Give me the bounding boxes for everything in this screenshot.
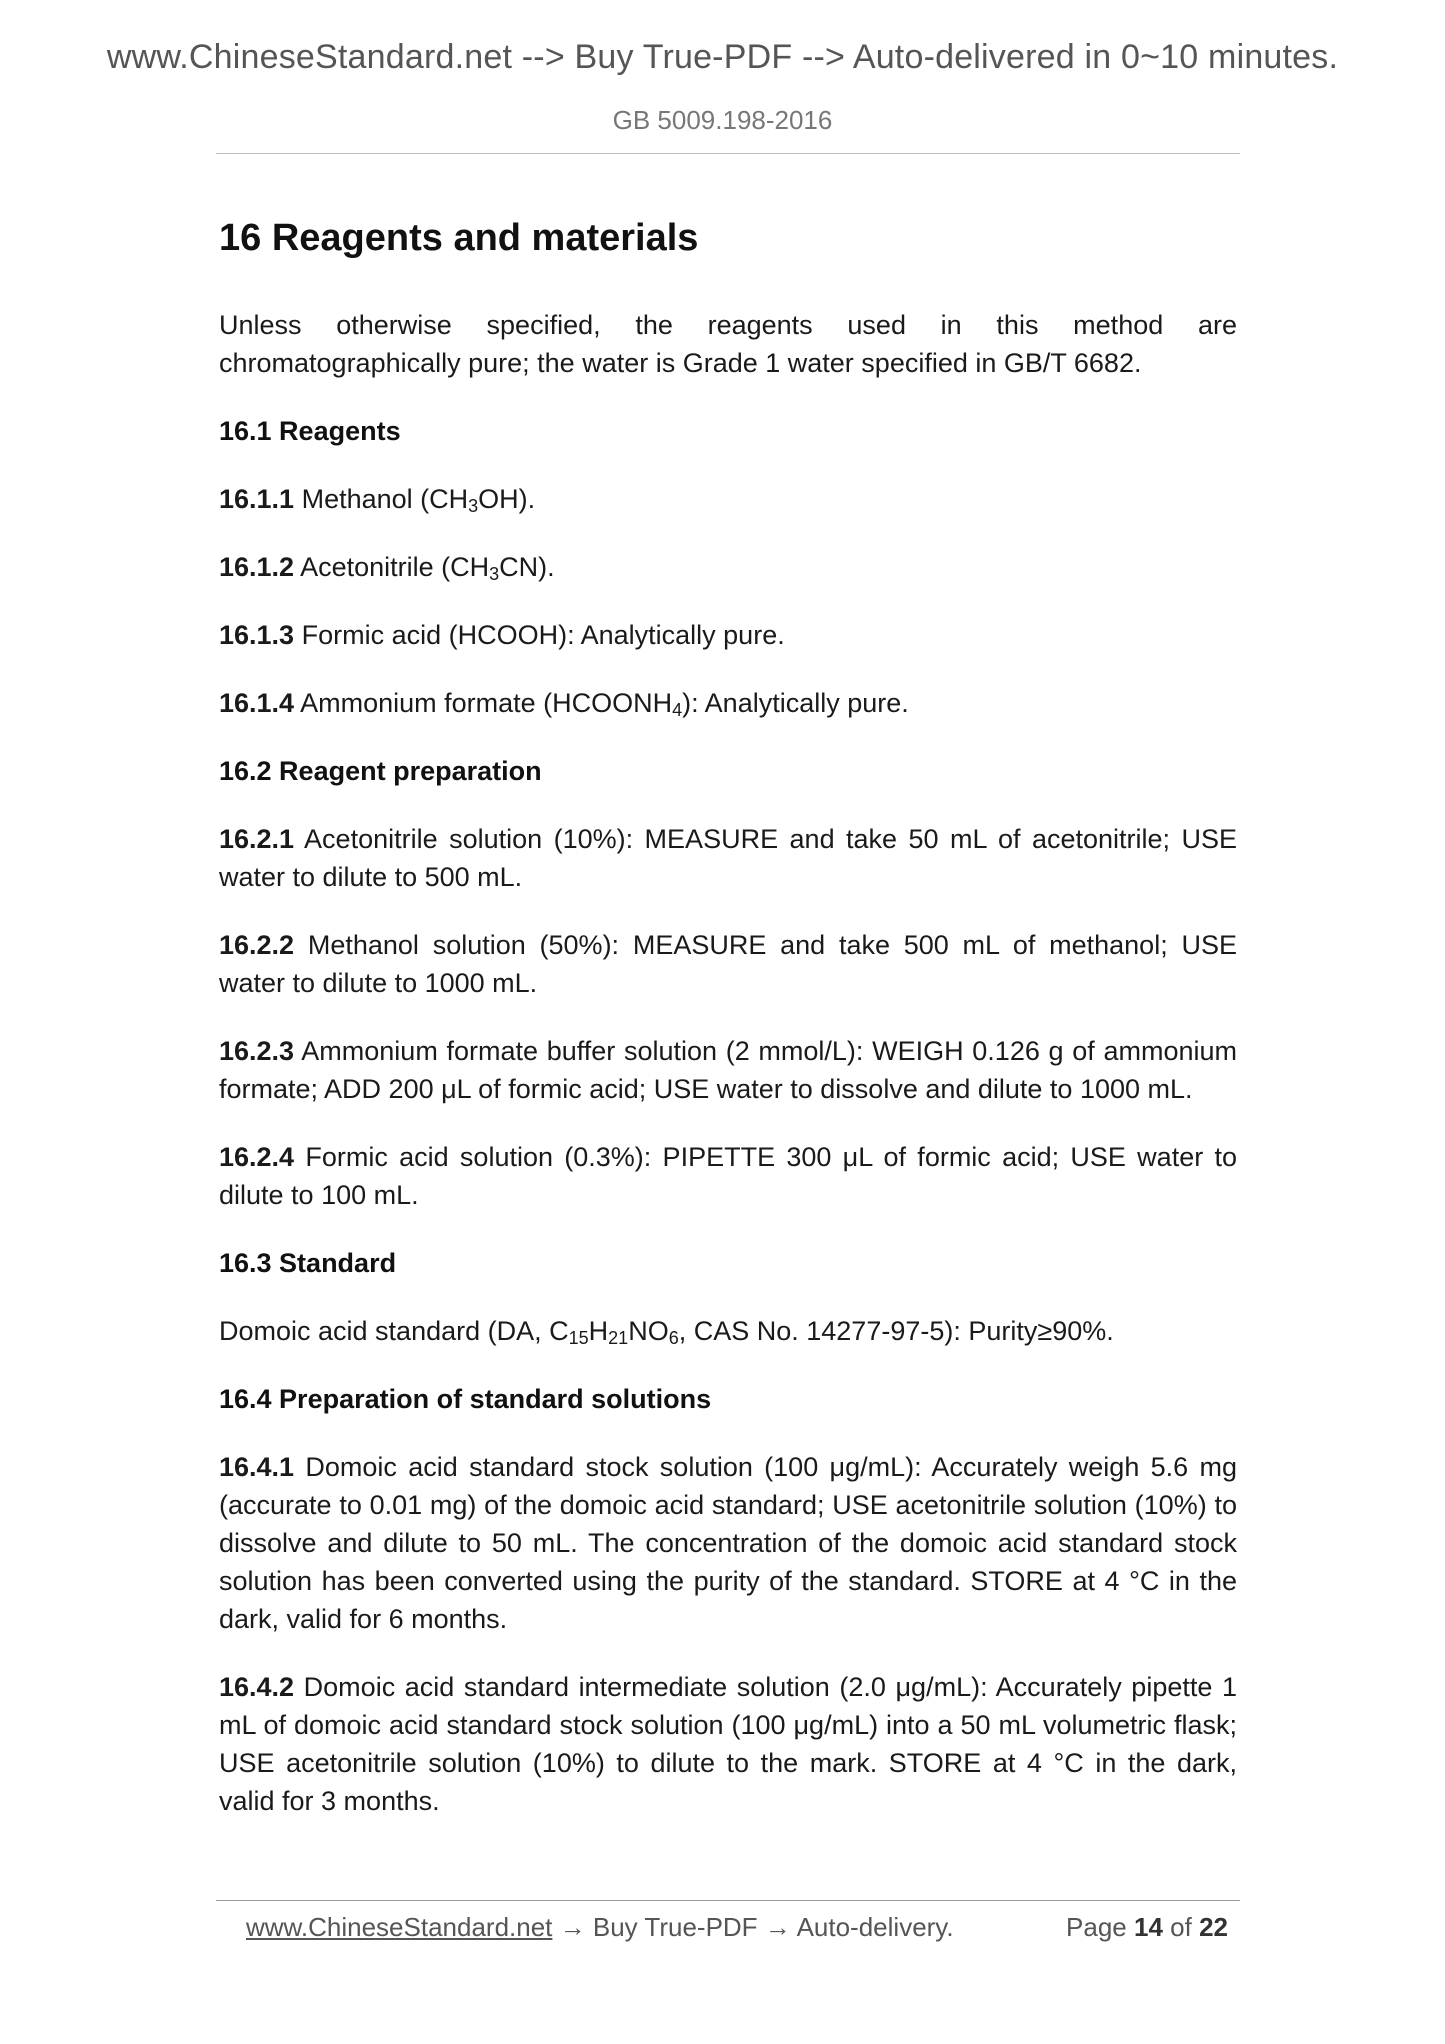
item-text: Methanol solution (50%): MEASURE and take 500 mL of methanol; USE water to dilute to 1000 mL. xyxy=(219,930,1237,998)
item-text: NO xyxy=(628,1316,669,1346)
page-label: Page xyxy=(1066,1912,1127,1942)
page-content xyxy=(219,205,1237,1850)
footer-divider xyxy=(216,1900,1240,1901)
page-footer xyxy=(246,1912,1236,1943)
item-number: 16.1.2 xyxy=(219,552,295,582)
item-number: 16.4.2 xyxy=(219,1672,295,1702)
subscript: 3 xyxy=(489,564,500,584)
item-text: Domoic acid standard (DA, C xyxy=(219,1316,569,1346)
reagent-item xyxy=(219,480,1237,518)
subscript: 6 xyxy=(668,1328,679,1348)
item-text: CN). xyxy=(499,552,555,582)
reagent-item xyxy=(219,616,1237,654)
item-number: 16.2.2 xyxy=(219,930,295,960)
item-number: 16.1.3 xyxy=(219,620,295,650)
item-text: ): Analytically pure. xyxy=(682,688,909,718)
standard-code: GB 5009.198-2016 xyxy=(612,105,833,135)
item-text: Formic acid (HCOOH): Analytically pure. xyxy=(301,620,785,650)
header-banner: www.ChineseStandard.net --> Buy True-PDF --> Auto-delivered in 0~10 minutes. xyxy=(106,38,1339,76)
item-text: Acetonitrile (CH xyxy=(300,552,490,582)
item-text: , CAS No. 14277-97-5): Purity≥90%. xyxy=(678,1316,1114,1346)
item-text: OH). xyxy=(478,484,536,514)
page-of: of xyxy=(1170,1912,1192,1942)
page-current: 14 xyxy=(1134,1912,1163,1942)
item-text: Acetonitrile solution (10%): MEASURE and take 50 mL of acetonitrile; USE water to dilute to 500 mL. xyxy=(219,824,1237,892)
subscript: 15 xyxy=(568,1328,589,1348)
reagent-item xyxy=(219,684,1237,722)
footer-tagline: → Buy True-PDF → Auto-delivery. xyxy=(552,1912,954,1942)
standard-solution-item xyxy=(219,1668,1237,1820)
footer-link[interactable]: www.ChineseStandard.net xyxy=(246,1912,553,1942)
header-divider xyxy=(216,153,1240,154)
item-text: Methanol (CH xyxy=(301,484,469,514)
subscript: 3 xyxy=(468,496,479,516)
item-text: Ammonium formate (HCOONH xyxy=(300,688,673,718)
reagent-item xyxy=(219,548,1237,586)
subscript: 21 xyxy=(608,1328,629,1348)
item-number: 16.2.3 xyxy=(219,1036,295,1066)
item-number: 16.4.1 xyxy=(219,1452,295,1482)
section-title: 16 Reagents and materials xyxy=(219,217,699,259)
item-number: 16.2.1 xyxy=(219,824,295,854)
item-number: 16.2.4 xyxy=(219,1142,295,1172)
standard-solutions-heading: 16.4 Preparation of standard solutions xyxy=(219,1384,712,1414)
item-text: H xyxy=(588,1316,609,1346)
standard-solution-item xyxy=(219,1448,1237,1638)
preparation-item xyxy=(219,1032,1237,1108)
preparation-item xyxy=(219,1138,1237,1214)
standard-heading: 16.3 Standard xyxy=(219,1248,397,1278)
item-number: 16.1.1 xyxy=(219,484,295,514)
subscript: 4 xyxy=(672,700,683,720)
page-indicator xyxy=(1066,1912,1228,1943)
preparation-item xyxy=(219,926,1237,1002)
item-text: Domoic acid standard stock solution (100 μg/mL): Accurately weigh 5.6 mg (accurate to 0.01 mg) of the domoic acid standard; USE acetonitrile solution (10%) to dissolve and dilute to 50 mL. The concentration of the domoic acid standard stock solution has been converted using the purity of the standard. STORE at 4 °C in the dark, valid for 6 months. xyxy=(219,1452,1237,1634)
item-text: Ammonium formate buffer solution (2 mmol/L): WEIGH 0.126 g of ammonium formate; ADD 200 μL of formic acid; USE water to dissolve and dilute to 1000 mL. xyxy=(219,1036,1237,1104)
reagents-heading: 16.1 Reagents xyxy=(219,416,401,446)
item-number: 16.1.4 xyxy=(219,688,295,718)
item-text: Formic acid solution (0.3%): PIPETTE 300 μL of formic acid; USE water to dilute to 100 mL. xyxy=(219,1142,1237,1210)
preparation-item xyxy=(219,820,1237,896)
standard-text xyxy=(219,1312,1237,1350)
preparation-heading: 16.2 Reagent preparation xyxy=(219,756,542,786)
section-intro: Unless otherwise specified, the reagents used in this method are chromatographically pure; the water is Grade 1 water specified in GB/T 6682. xyxy=(219,310,1237,378)
item-text: Domoic acid standard intermediate solution (2.0 μg/mL): Accurately pipette 1 mL of domoic acid standard stock solution (100 μg/mL) into a 50 mL volumetric flask; USE acetonitrile solution (10%) to dilute to the mark. STORE at 4 °C in the dark, valid for 3 months. xyxy=(219,1672,1237,1816)
page-total: 22 xyxy=(1199,1912,1228,1942)
